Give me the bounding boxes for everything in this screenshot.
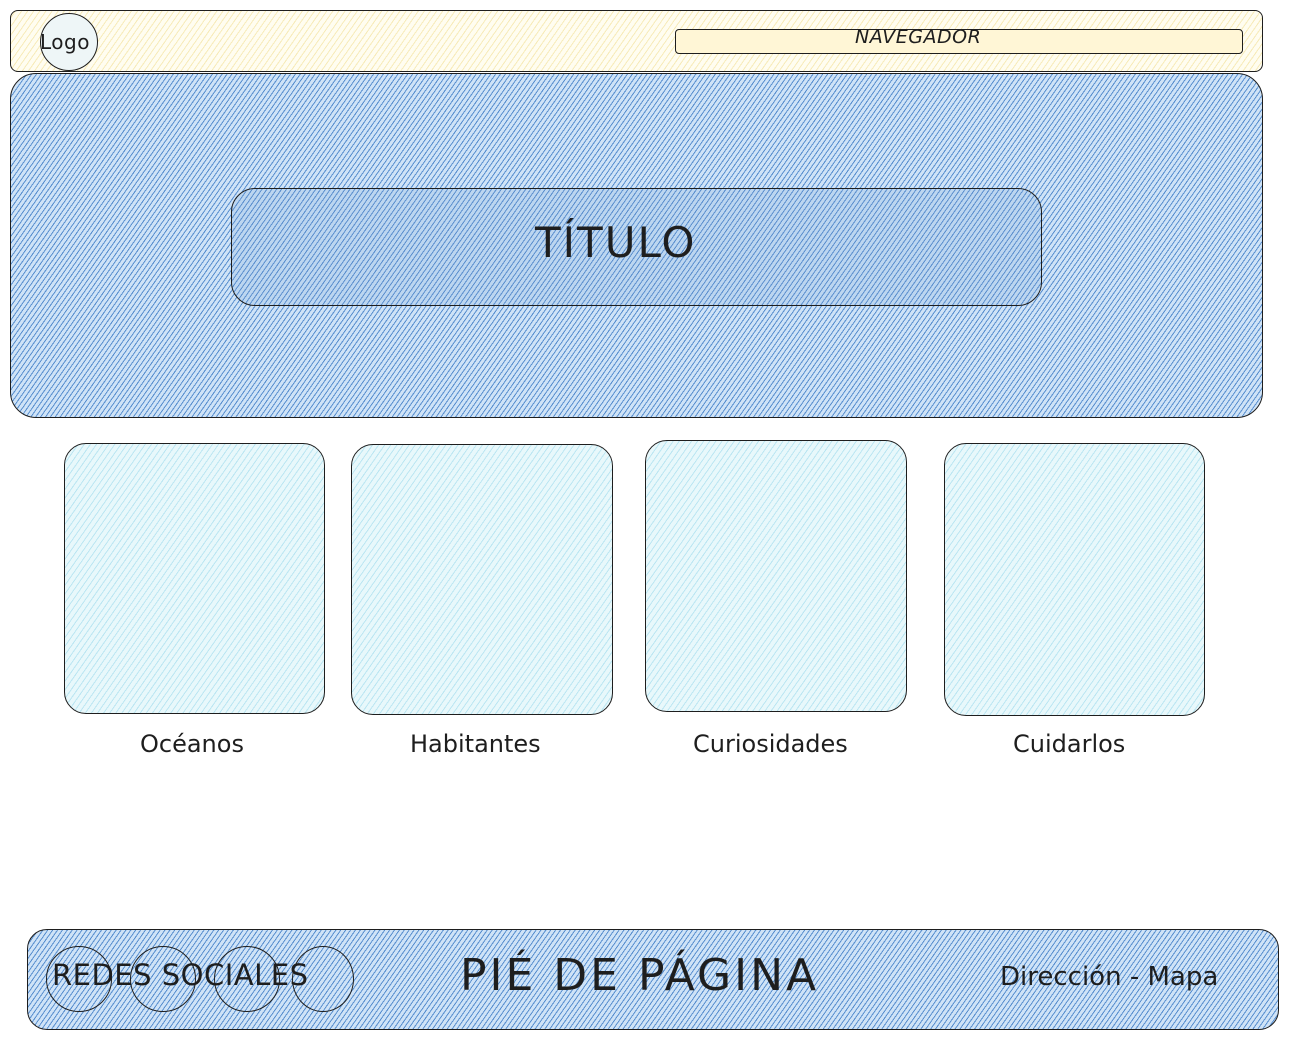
address-map-link[interactable]: Dirección - Mapa: [1000, 962, 1219, 992]
page-title: TÍTULO: [535, 218, 697, 267]
card-oceanos[interactable]: [64, 443, 325, 714]
card-curiosidades[interactable]: [645, 440, 907, 712]
card-cuidarlos[interactable]: [944, 443, 1205, 716]
card-oceanos-label: Océanos: [140, 730, 244, 758]
card-cuidarlos-label: Cuidarlos: [1013, 730, 1126, 758]
card-curiosidades-label: Curiosidades: [693, 730, 848, 758]
card-habitantes-label: Habitantes: [410, 730, 541, 758]
footer-title: PIÉ DE PÁGINA: [460, 950, 820, 1001]
nav-label: NAVEGADOR: [855, 26, 982, 48]
social-label: REDES SOCIALES: [52, 958, 309, 992]
logo-label: Logo: [40, 30, 90, 54]
card-habitantes[interactable]: [351, 444, 613, 715]
